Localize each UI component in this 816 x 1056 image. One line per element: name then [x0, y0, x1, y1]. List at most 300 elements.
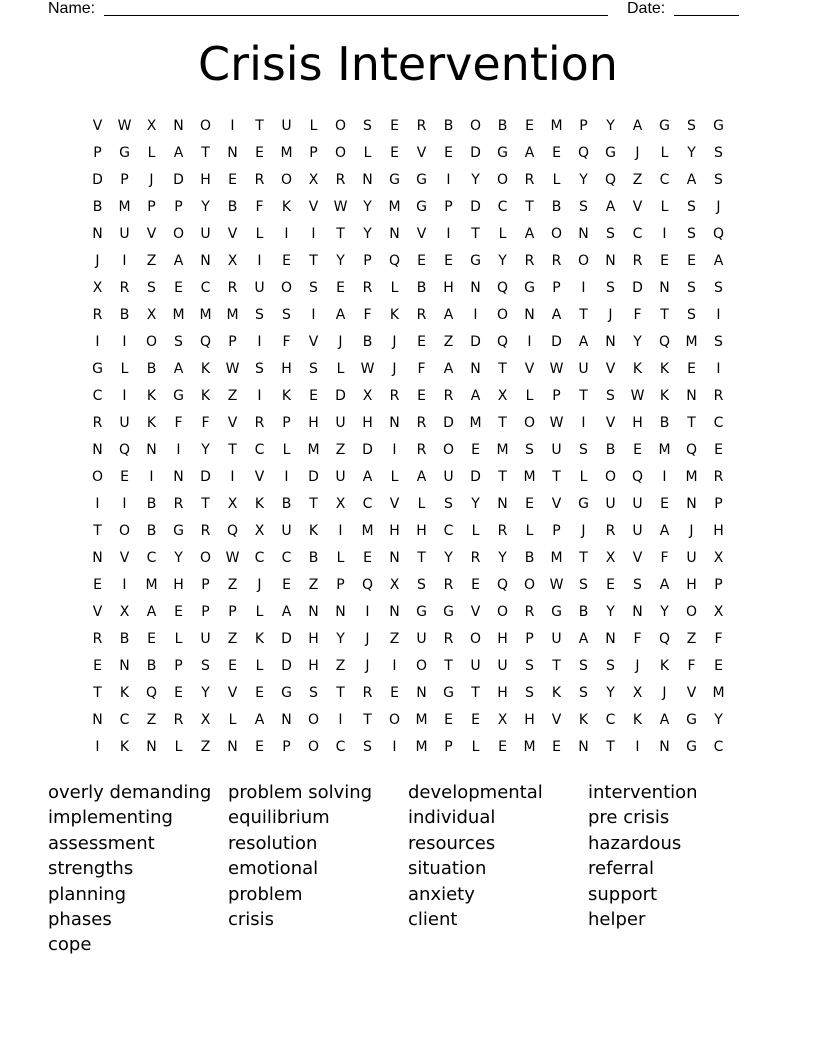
grid-letter[interactable]: D	[443, 414, 454, 431]
grid-letter[interactable]: A	[362, 468, 373, 485]
grid-letter[interactable]: G	[605, 144, 616, 161]
grid-letter[interactable]: Q	[496, 279, 509, 296]
grid-letter[interactable]: E	[93, 657, 102, 674]
grid-letter[interactable]: Y	[174, 549, 183, 566]
grid-letter[interactable]: R	[713, 387, 724, 404]
grid-letter[interactable]: R	[335, 171, 346, 188]
grid-letter[interactable]: X	[200, 711, 211, 728]
grid-letter[interactable]: O	[91, 468, 104, 485]
grid-letter[interactable]: M	[118, 198, 131, 215]
grid-letter[interactable]: R	[416, 441, 427, 458]
grid-letter[interactable]: T	[471, 225, 480, 242]
grid-letter[interactable]: S	[579, 576, 588, 593]
grid-letter[interactable]: B	[551, 198, 562, 215]
grid-letter[interactable]: U	[470, 657, 481, 674]
grid-letter[interactable]: F	[282, 333, 291, 350]
grid-letter[interactable]: I	[338, 711, 343, 728]
grid-letter[interactable]: E	[282, 576, 291, 593]
grid-letter[interactable]: I	[122, 387, 127, 404]
grid-letter[interactable]: B	[119, 630, 130, 647]
grid-letter[interactable]: S	[687, 117, 696, 134]
grid-letter[interactable]: S	[606, 657, 615, 674]
grid-letter[interactable]: R	[416, 306, 427, 323]
grid-letter[interactable]: P	[282, 738, 291, 755]
grid-letter[interactable]: A	[146, 603, 157, 620]
grid-letter[interactable]: N	[389, 414, 400, 431]
grid-letter[interactable]: I	[365, 603, 370, 620]
grid-letter[interactable]: C	[200, 279, 211, 296]
grid-letter[interactable]: Z	[335, 657, 346, 674]
grid-letter[interactable]: E	[282, 252, 291, 269]
grid-letter[interactable]: H	[416, 522, 427, 539]
grid-letter[interactable]: E	[525, 117, 534, 134]
grid-letter[interactable]: G	[389, 171, 400, 188]
grid-letter[interactable]: S	[417, 576, 426, 593]
grid-letter[interactable]: X	[119, 603, 130, 620]
grid-letter[interactable]: I	[122, 576, 127, 593]
grid-letter[interactable]: M	[415, 738, 428, 755]
grid-letter[interactable]: E	[93, 576, 102, 593]
grid-letter[interactable]: A	[335, 306, 346, 323]
grid-letter[interactable]: B	[578, 603, 589, 620]
grid-letter[interactable]: K	[119, 684, 130, 701]
grid-letter[interactable]: P	[552, 279, 561, 296]
grid-letter[interactable]: U	[686, 549, 697, 566]
grid-letter[interactable]: E	[228, 171, 237, 188]
grid-letter[interactable]: O	[442, 441, 455, 458]
grid-letter[interactable]: N	[686, 495, 697, 512]
grid-letter[interactable]: M	[685, 468, 698, 485]
grid-letter[interactable]: K	[200, 387, 211, 404]
grid-letter[interactable]: J	[365, 630, 370, 647]
grid-letter[interactable]: E	[174, 603, 183, 620]
grid-letter[interactable]: Y	[498, 549, 507, 566]
grid-letter[interactable]: M	[361, 522, 374, 539]
grid-letter[interactable]: N	[92, 225, 103, 242]
grid-letter[interactable]: G	[173, 387, 184, 404]
grid-letter[interactable]: E	[228, 657, 237, 674]
grid-letter[interactable]: V	[119, 549, 130, 566]
grid-letter[interactable]: H	[524, 711, 535, 728]
grid-letter[interactable]: I	[581, 414, 586, 431]
grid-letter[interactable]: I	[122, 252, 127, 269]
grid-letter[interactable]: M	[469, 414, 482, 431]
grid-letter[interactable]: R	[551, 252, 562, 269]
grid-letter[interactable]: T	[309, 495, 318, 512]
grid-letter[interactable]: E	[417, 333, 426, 350]
grid-letter[interactable]: D	[281, 657, 292, 674]
grid-letter[interactable]: C	[497, 198, 508, 215]
grid-letter[interactable]: M	[388, 198, 401, 215]
grid-letter[interactable]: Y	[498, 252, 507, 269]
grid-letter[interactable]: M	[172, 306, 185, 323]
grid-letter[interactable]: E	[498, 738, 507, 755]
grid-letter[interactable]: L	[336, 549, 345, 566]
grid-letter[interactable]: G	[470, 252, 481, 269]
grid-letter[interactable]: J	[338, 333, 343, 350]
grid-letter[interactable]: S	[687, 279, 696, 296]
grid-letter[interactable]: V	[308, 333, 319, 350]
grid-letter[interactable]: A	[443, 306, 454, 323]
grid-letter[interactable]: U	[254, 279, 265, 296]
grid-letter[interactable]: A	[254, 711, 265, 728]
grid-letter[interactable]: G	[713, 117, 724, 134]
grid-letter[interactable]: U	[119, 225, 130, 242]
grid-letter[interactable]: N	[389, 549, 400, 566]
grid-letter[interactable]: E	[390, 684, 399, 701]
grid-letter[interactable]: Q	[685, 441, 698, 458]
grid-letter[interactable]: U	[578, 360, 589, 377]
grid-letter[interactable]: N	[281, 711, 292, 728]
grid-letter[interactable]: E	[714, 657, 723, 674]
grid-letter[interactable]: R	[173, 711, 184, 728]
grid-letter[interactable]: H	[713, 522, 724, 539]
grid-letter[interactable]: D	[173, 171, 184, 188]
grid-letter[interactable]: F	[174, 414, 183, 431]
grid-letter[interactable]: R	[713, 468, 724, 485]
grid-letter[interactable]: T	[201, 495, 210, 512]
grid-letter[interactable]: W	[360, 360, 375, 377]
grid-letter[interactable]: A	[659, 576, 670, 593]
grid-letter[interactable]: F	[201, 414, 210, 431]
grid-letter[interactable]: A	[173, 252, 184, 269]
grid-letter[interactable]: C	[119, 711, 130, 728]
grid-letter[interactable]: O	[469, 117, 482, 134]
grid-letter[interactable]: E	[471, 441, 480, 458]
grid-letter[interactable]: W	[549, 414, 564, 431]
grid-letter[interactable]: J	[257, 576, 262, 593]
grid-letter[interactable]: L	[498, 225, 507, 242]
grid-letter[interactable]: X	[227, 252, 238, 269]
grid-letter[interactable]: C	[92, 387, 103, 404]
grid-letter[interactable]: L	[417, 495, 426, 512]
grid-letter[interactable]: N	[524, 306, 535, 323]
grid-letter[interactable]: K	[308, 522, 319, 539]
grid-letter[interactable]: I	[392, 441, 397, 458]
grid-letter[interactable]: V	[551, 495, 562, 512]
grid-letter[interactable]: N	[335, 603, 346, 620]
grid-letter[interactable]: H	[686, 576, 697, 593]
grid-letter[interactable]: N	[416, 684, 427, 701]
grid-letter[interactable]: I	[257, 333, 262, 350]
grid-letter[interactable]: E	[309, 387, 318, 404]
grid-letter[interactable]: M	[712, 684, 725, 701]
grid-letter[interactable]: Q	[631, 468, 644, 485]
grid-letter[interactable]: L	[390, 279, 399, 296]
grid-letter[interactable]: O	[469, 630, 482, 647]
grid-letter[interactable]: Q	[658, 333, 671, 350]
grid-letter[interactable]: Y	[714, 711, 723, 728]
grid-letter[interactable]: L	[255, 603, 264, 620]
grid-letter[interactable]: H	[632, 414, 643, 431]
grid-letter[interactable]: G	[281, 684, 292, 701]
grid-letter[interactable]: H	[281, 360, 292, 377]
grid-letter[interactable]: T	[201, 144, 210, 161]
grid-letter[interactable]: T	[579, 306, 588, 323]
grid-letter[interactable]: D	[92, 171, 103, 188]
grid-letter[interactable]: Q	[388, 252, 401, 269]
grid-letter[interactable]: U	[605, 495, 616, 512]
grid-letter[interactable]: M	[523, 468, 536, 485]
grid-letter[interactable]: K	[551, 684, 562, 701]
grid-letter[interactable]: L	[174, 630, 183, 647]
grid-letter[interactable]: A	[578, 630, 589, 647]
grid-letter[interactable]: I	[446, 171, 451, 188]
grid-letter[interactable]: O	[550, 225, 563, 242]
grid-letter[interactable]: A	[416, 468, 427, 485]
grid-letter[interactable]: D	[470, 468, 481, 485]
grid-letter[interactable]: P	[228, 333, 237, 350]
grid-letter[interactable]: I	[338, 522, 343, 539]
grid-letter[interactable]: Z	[389, 630, 400, 647]
grid-letter[interactable]: E	[255, 144, 264, 161]
grid-letter[interactable]: T	[471, 684, 480, 701]
grid-letter[interactable]: T	[93, 522, 102, 539]
grid-letter[interactable]: L	[282, 441, 291, 458]
grid-letter[interactable]: I	[716, 306, 721, 323]
grid-letter[interactable]: B	[146, 657, 157, 674]
grid-letter[interactable]: X	[254, 522, 265, 539]
grid-letter[interactable]: Z	[227, 630, 238, 647]
grid-letter[interactable]: G	[551, 603, 562, 620]
grid-letter[interactable]: Q	[712, 225, 725, 242]
grid-letter[interactable]: J	[662, 684, 667, 701]
grid-letter[interactable]: C	[659, 171, 670, 188]
grid-letter[interactable]: L	[471, 738, 480, 755]
grid-letter[interactable]: B	[119, 306, 130, 323]
grid-letter[interactable]: N	[578, 738, 589, 755]
grid-letter[interactable]: O	[685, 603, 698, 620]
grid-letter[interactable]: D	[200, 468, 211, 485]
grid-letter[interactable]: M	[199, 306, 212, 323]
grid-letter[interactable]: N	[470, 279, 481, 296]
grid-letter[interactable]: Q	[577, 144, 590, 161]
grid-letter[interactable]: U	[200, 630, 211, 647]
grid-letter[interactable]: N	[470, 360, 481, 377]
grid-letter[interactable]: O	[118, 522, 131, 539]
grid-letter[interactable]: U	[551, 441, 562, 458]
grid-letter[interactable]: A	[605, 198, 616, 215]
grid-letter[interactable]: O	[334, 144, 347, 161]
grid-letter[interactable]: S	[714, 333, 723, 350]
grid-letter[interactable]: B	[146, 360, 157, 377]
grid-letter[interactable]: S	[579, 684, 588, 701]
grid-letter[interactable]: I	[122, 333, 127, 350]
grid-letter[interactable]: R	[497, 522, 508, 539]
grid-letter[interactable]: H	[200, 171, 211, 188]
grid-letter[interactable]: N	[227, 144, 238, 161]
grid-letter[interactable]: S	[174, 333, 183, 350]
grid-letter[interactable]: O	[523, 576, 536, 593]
grid-letter[interactable]: S	[714, 144, 723, 161]
grid-letter[interactable]: F	[633, 630, 642, 647]
grid-letter[interactable]: N	[92, 549, 103, 566]
grid-letter[interactable]: B	[146, 522, 157, 539]
grid-letter[interactable]: N	[173, 468, 184, 485]
grid-letter[interactable]: R	[92, 630, 103, 647]
grid-letter[interactable]: X	[632, 684, 643, 701]
grid-letter[interactable]: Z	[200, 738, 211, 755]
grid-letter[interactable]: K	[281, 198, 292, 215]
grid-letter[interactable]: D	[281, 630, 292, 647]
grid-letter[interactable]: Z	[227, 387, 238, 404]
grid-letter[interactable]: N	[146, 441, 157, 458]
grid-letter[interactable]: E	[390, 144, 399, 161]
grid-letter[interactable]: K	[389, 306, 400, 323]
grid-letter[interactable]: H	[443, 279, 454, 296]
grid-letter[interactable]: H	[497, 630, 508, 647]
grid-letter[interactable]: R	[524, 171, 535, 188]
grid-letter[interactable]: Z	[686, 630, 697, 647]
grid-letter[interactable]: K	[119, 738, 130, 755]
grid-letter[interactable]: I	[230, 117, 235, 134]
grid-letter[interactable]: S	[687, 225, 696, 242]
grid-letter[interactable]: B	[443, 117, 454, 134]
grid-letter[interactable]: V	[254, 468, 265, 485]
grid-letter[interactable]: N	[200, 252, 211, 269]
grid-letter[interactable]: X	[605, 549, 616, 566]
grid-letter[interactable]: G	[659, 117, 670, 134]
grid-letter[interactable]: B	[92, 198, 103, 215]
grid-letter[interactable]: T	[498, 360, 507, 377]
grid-letter[interactable]: T	[687, 414, 696, 431]
grid-letter[interactable]: J	[365, 657, 370, 674]
grid-letter[interactable]: T	[309, 252, 318, 269]
grid-letter[interactable]: E	[174, 279, 183, 296]
grid-letter[interactable]: R	[524, 603, 535, 620]
grid-letter[interactable]: W	[225, 360, 240, 377]
grid-letter[interactable]: D	[308, 468, 319, 485]
grid-letter[interactable]: Y	[363, 198, 372, 215]
grid-letter[interactable]: S	[606, 279, 615, 296]
grid-letter[interactable]: T	[93, 684, 102, 701]
grid-letter[interactable]: U	[632, 495, 643, 512]
grid-letter[interactable]: U	[497, 657, 508, 674]
grid-letter[interactable]: J	[635, 657, 640, 674]
grid-letter[interactable]: N	[686, 387, 697, 404]
grid-letter[interactable]: B	[146, 495, 157, 512]
grid-letter[interactable]: P	[336, 576, 345, 593]
grid-letter[interactable]: N	[605, 252, 616, 269]
grid-letter[interactable]: S	[633, 576, 642, 593]
grid-letter[interactable]: K	[254, 630, 265, 647]
grid-letter[interactable]: I	[95, 738, 100, 755]
grid-letter[interactable]: M	[415, 711, 428, 728]
grid-letter[interactable]: K	[659, 657, 670, 674]
grid-letter[interactable]: E	[552, 144, 561, 161]
grid-letter[interactable]: Y	[201, 441, 210, 458]
grid-letter[interactable]: K	[632, 360, 643, 377]
grid-letter[interactable]: R	[200, 522, 211, 539]
grid-letter[interactable]: W	[117, 117, 132, 134]
grid-letter[interactable]: H	[173, 576, 184, 593]
grid-letter[interactable]: G	[443, 603, 454, 620]
grid-letter[interactable]: P	[174, 198, 183, 215]
grid-letter[interactable]: I	[581, 279, 586, 296]
grid-letter[interactable]: V	[605, 360, 616, 377]
grid-letter[interactable]: Q	[226, 522, 239, 539]
grid-letter[interactable]: G	[686, 711, 697, 728]
grid-letter[interactable]: O	[172, 225, 185, 242]
grid-letter[interactable]: P	[444, 738, 453, 755]
grid-letter[interactable]: E	[120, 468, 129, 485]
grid-letter[interactable]: S	[687, 306, 696, 323]
grid-letter[interactable]: F	[714, 630, 723, 647]
grid-letter[interactable]: A	[524, 225, 535, 242]
grid-letter[interactable]: S	[309, 360, 318, 377]
grid-letter[interactable]: G	[119, 144, 130, 161]
grid-letter[interactable]: Y	[606, 684, 615, 701]
grid-letter[interactable]: C	[254, 549, 265, 566]
grid-letter[interactable]: G	[416, 171, 427, 188]
grid-letter[interactable]: B	[362, 333, 373, 350]
grid-letter[interactable]: X	[713, 549, 724, 566]
grid-letter[interactable]: G	[416, 603, 427, 620]
grid-letter[interactable]: P	[147, 198, 156, 215]
grid-letter[interactable]: E	[363, 549, 372, 566]
grid-letter[interactable]: T	[363, 711, 372, 728]
grid-letter[interactable]: X	[713, 603, 724, 620]
grid-letter[interactable]: L	[228, 711, 237, 728]
grid-letter[interactable]: U	[443, 468, 454, 485]
grid-letter[interactable]: L	[552, 171, 561, 188]
grid-letter[interactable]: R	[632, 252, 643, 269]
grid-letter[interactable]: A	[632, 117, 643, 134]
grid-letter[interactable]: O	[523, 414, 536, 431]
grid-letter[interactable]: L	[174, 738, 183, 755]
grid-letter[interactable]: Q	[145, 684, 158, 701]
grid-letter[interactable]: E	[444, 711, 453, 728]
grid-letter[interactable]: C	[335, 738, 346, 755]
grid-letter[interactable]: U	[281, 522, 292, 539]
grid-letter[interactable]: L	[255, 657, 264, 674]
grid-letter[interactable]: B	[416, 279, 427, 296]
grid-letter[interactable]: E	[255, 738, 264, 755]
grid-letter[interactable]: V	[551, 711, 562, 728]
grid-letter[interactable]: E	[174, 684, 183, 701]
grid-letter[interactable]: W	[549, 360, 564, 377]
grid-letter[interactable]: U	[335, 414, 346, 431]
grid-letter[interactable]: V	[416, 144, 427, 161]
grid-letter[interactable]: L	[255, 225, 264, 242]
grid-letter[interactable]: X	[227, 495, 238, 512]
grid-letter[interactable]: P	[309, 144, 318, 161]
grid-letter[interactable]: J	[608, 306, 613, 323]
grid-letter[interactable]: G	[173, 522, 184, 539]
grid-letter[interactable]: Y	[201, 684, 210, 701]
grid-letter[interactable]: V	[389, 495, 400, 512]
grid-letter[interactable]: P	[201, 603, 210, 620]
grid-letter[interactable]: U	[632, 522, 643, 539]
grid-letter[interactable]: N	[173, 117, 184, 134]
grid-letter[interactable]: P	[552, 522, 561, 539]
grid-letter[interactable]: O	[496, 171, 509, 188]
grid-letter[interactable]: I	[662, 225, 667, 242]
grid-letter[interactable]: K	[254, 495, 265, 512]
grid-letter[interactable]: D	[470, 198, 481, 215]
grid-letter[interactable]: A	[713, 252, 724, 269]
grid-letter[interactable]: O	[334, 117, 347, 134]
grid-letter[interactable]: A	[173, 360, 184, 377]
grid-letter[interactable]: I	[122, 495, 127, 512]
grid-letter[interactable]: V	[308, 198, 319, 215]
grid-letter[interactable]: P	[201, 576, 210, 593]
grid-letter[interactable]: O	[307, 711, 320, 728]
grid-letter[interactable]: M	[658, 441, 671, 458]
grid-letter[interactable]: K	[578, 711, 589, 728]
grid-letter[interactable]: M	[496, 441, 509, 458]
grid-letter[interactable]: J	[392, 333, 397, 350]
